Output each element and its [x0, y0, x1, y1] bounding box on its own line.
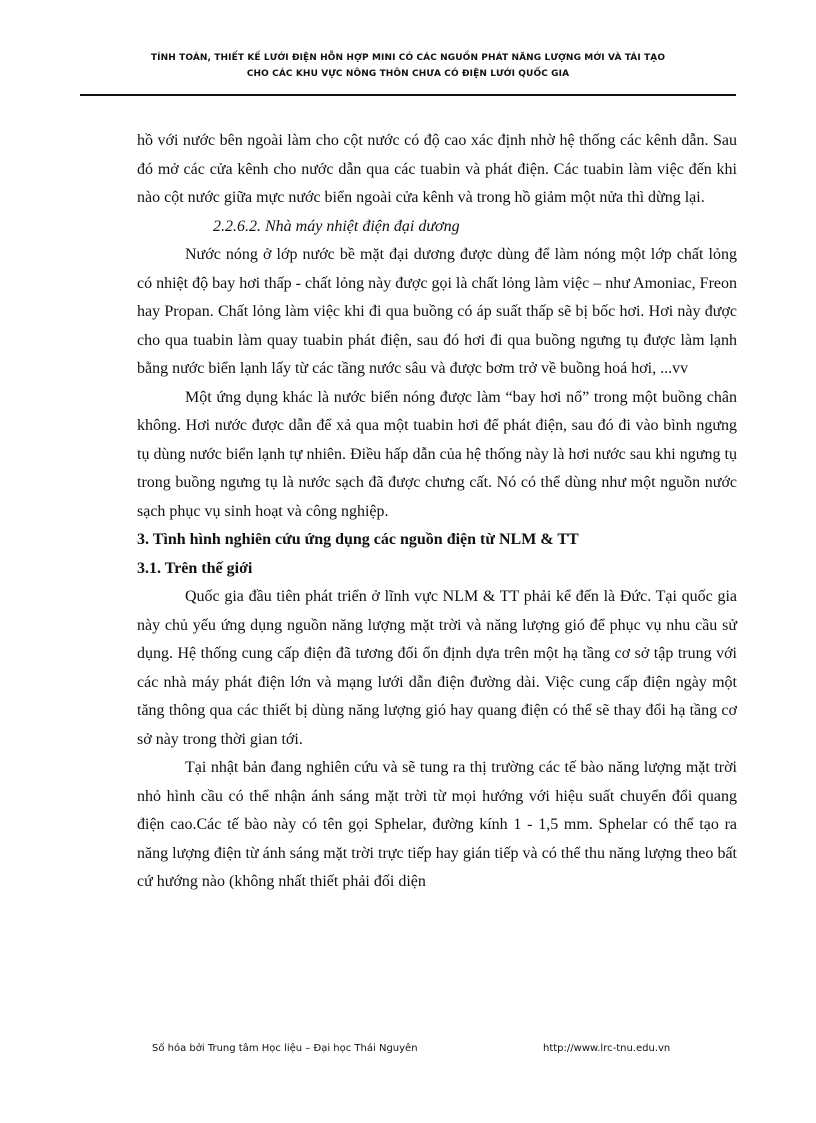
- header-line-1: TÍNH TOÁN, THIẾT KẾ LƯỚI ĐIỆN HỖN HỢP MINI CÓ CÁC NGUỒN PHÁT NĂNG LƯỢNG MỚI VÀ TÁI TẠO: [150, 53, 666, 63]
- header-divider: [80, 94, 736, 96]
- subsection-heading-world: 3.1. Trên thế giới: [137, 559, 253, 577]
- paragraph-continued: hồ với nước bên ngoài làm cho cột nước có độ cao xác định nhờ hệ thống các kênh dẫn. Sau đó mở các cửa kênh cho nước dẫn qua các tuabin và phát điện. Các tuabin làm việc đến khi nào cột nước giữa mực nước biển ngoài cửa kênh và trong hồ giảm một nửa thì dừng lại.: [137, 132, 737, 206]
- header-line-2: CHO CÁC KHU VỰC NÔNG THÔN CHƯA CÓ ĐIỆN LƯỚI QUỐC GIA: [246, 69, 570, 79]
- section-heading: 3. Tình hình nghiên cứu ứng dụng các nguồn điện từ NLM & TT: [137, 531, 579, 548]
- paragraph-japan: Tại nhật bản đang nghiên cứu và sẽ tung ra thị trường các tế bào năng lượng mặt trời nhỏ hình cầu có thể nhận ánh sáng mặt trời từ mọi hướng với hiệu suất chuyển đổi quang điện cao.Các tế bào này có tên gọi Sphelar, đường kính 1 - 1,5 mm. Sphelar có thể tạo ra năng lượng điện từ ánh sáng mặt trời trực tiếp hay gián tiếp và có thể thu năng lượng theo bất cứ hướng nào (không nhất thiết phải đối diện: [137, 759, 737, 890]
- paragraph-flash-evaporation: Một ứng dụng khác là nước biển nóng được làm “bay hơi nổ” trong một buồng chân không. Hơi nước được dẫn để xả qua một tuabin hơi để phát điện, sau đó đi vào bình ngưng tụ dùng nước biển lạnh tự nhiên. Điều hấp dẫn của hệ thống này là hơi nước sau khi ngưng tụ trong buồng ngưng tụ là nước sạch đã được chưng cất. Nó có thể dùng như một nguồn nước sạch phục vụ sinh hoạt và công nghiệp.: [137, 388, 737, 520]
- paragraph-germany: Quốc gia đầu tiên phát triển ở lĩnh vực NLM & TT phải kể đến là Đức. Tại quốc gia này chủ yếu ứng dụng nguồn năng lượng mặt trời và năng lượng gió để phục vụ nhu cầu sử dụng. Hệ thống cung cấp điện đã tương đối ổn định dựa trên một hạ tầng cơ sở tập trung với các nhà máy phát điện lớn và mạng lưới dẫn điện đường dài. Việc cung cấp điện ngày một tăng thông qua các thiết bị dùng năng lượng gió hay quang điện có thể sẽ thay đổi hạ tầng cơ sở này trong thời gian tới.: [137, 588, 737, 748]
- footer-url: http://www.lrc-tnu.edu.vn: [543, 1043, 671, 1054]
- running-header: [80, 50, 736, 82]
- paragraph-ocean-thermal: Nước nóng ở lớp nước bề mặt đại dương được dùng để làm nóng một lớp chất lỏng có nhiệt độ bay hơi thấp - chất lỏng này được gọi là chất lỏng làm việc – như Amoniac, Freon hay Propan. Chất lỏng làm việc khi đi qua buồng có áp suất thấp sẽ bị bốc hơi. Hơi này được cho qua tuabin làm quay tuabin phát điện, sau đó hơi đi qua buồng ngưng tụ được làm lạnh bằng nước biển lạnh lấy từ các tầng nước sâu và được bơm trở về buồng hoá hơi, ...vv: [137, 246, 737, 377]
- footer-source: Số hóa bởi Trung tâm Học liệu – Đại học Thái Nguyên: [152, 1043, 418, 1054]
- page-footer: [0, 1043, 816, 1059]
- page-body: [137, 127, 737, 897]
- subsection-heading: 2.2.6.2. Nhà máy nhiệt điện đại dương: [213, 217, 460, 235]
